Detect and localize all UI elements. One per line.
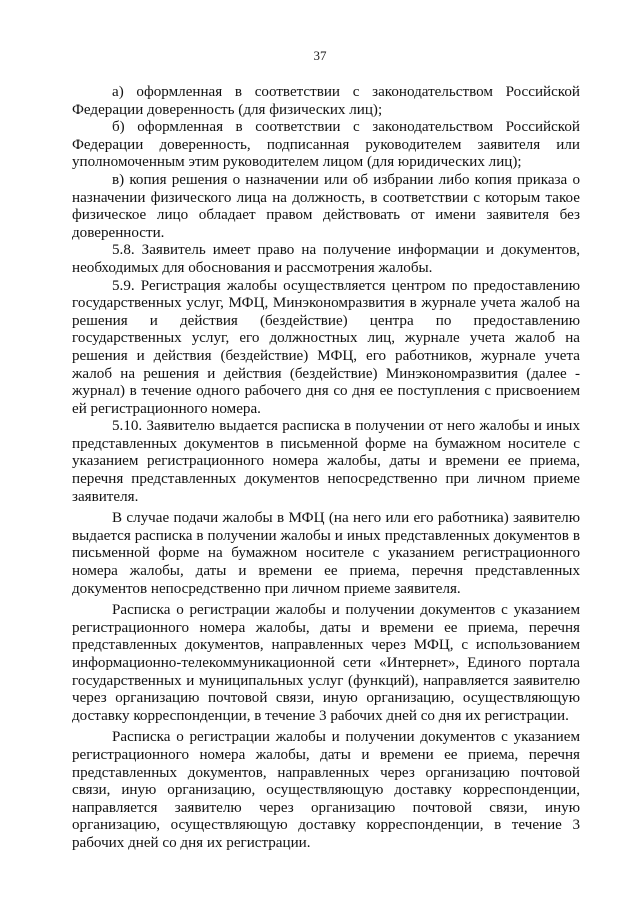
paragraph-5-8: 5.8. Заявитель имеет право на получение информации и документов, необходимых для обоснования и рассмотрения жалобы. <box>72 242 580 276</box>
paragraph-item-b: б) оформленная в соответствии с законодательством Российской Федерации доверенность, подписанная руководителем заявителя или уполномоченным этим руководителем лицом (для юридических лиц); <box>72 119 580 171</box>
paragraph-5-10: 5.10. Заявителю выдается расписка в получении от него жалобы и иных представленных документов в письменной форме на бумажном носителе с указанием регистрационного номера жалобы, даты и времени ее приема, перечня представленных документов непосредственно при личном приеме заявителя. <box>72 418 580 505</box>
paragraph-item-v: в) копия решения о назначении или об избрании либо копия приказа о назначении физического лица на должность, в соответствии с которым такое физическое лицо обладает правом действовать от имени заявителя без доверенности. <box>72 171 580 241</box>
paragraph-mfc-receipt: В случае подачи жалобы в МФЦ (на него или его работника) заявителю выдается расписка в получении жалобы и иных представленных документов в письменной форме на бумажном носителе с указанием регистрационного номера жалобы, даты и времени ее приема, перечня представленных документов непосредственно при личном приеме заявителя. <box>72 510 580 597</box>
paragraph-item-a: а) оформленная в соответствии с законодательством Российской Федерации доверенность (для физических лиц); <box>72 84 580 118</box>
paragraph-receipt-internet: Расписка о регистрации жалобы и получении документов с указанием регистрационного номера жалобы, даты и времени ее приема, перечня представленных документов, направленных через МФЦ, с использованием информационно-телекоммуникационной сети «Интернет», Единого портала государственных и муниципальных услуг (функций), направляется заявителю через организацию почтовой связи, иную организацию, осуществляющую доставку корреспонденции, в течение 3 рабочих дней со дня их регистрации. <box>72 602 580 724</box>
paragraph-receipt-post: Расписка о регистрации жалобы и получении документов с указанием регистрационного номера жалобы, даты и времени ее приема, перечня представленных документов, направленных через организацию почтовой связи, иную организацию, осуществляющую доставку корреспонденции, направляется заявителю через организацию почтовой связи, иную организацию, осуществляющую доставку корреспонденции, в течение 3 рабочих дней со дня их регистрации. <box>72 729 580 851</box>
page-number: 37 <box>313 48 327 63</box>
paragraph-5-9: 5.9. Регистрация жалобы осуществляется центром по предоставлению государственных услуг, МФЦ, Минэкономразвития в журнале учета жалоб на решения и действия (бездействие) центра по предоставлению государственных услуг, его должностных лиц, журнале учета жалоб на решения и действия (бездействие) МФЦ, его работников, журнале учета жалоб на решения и действия (бездействие) Минэкономразвития (далее - журнал) в течение одного рабочего дня со дня ее поступления с присвоением ей регистрационного номера. <box>72 277 580 417</box>
document-body <box>72 84 580 853</box>
